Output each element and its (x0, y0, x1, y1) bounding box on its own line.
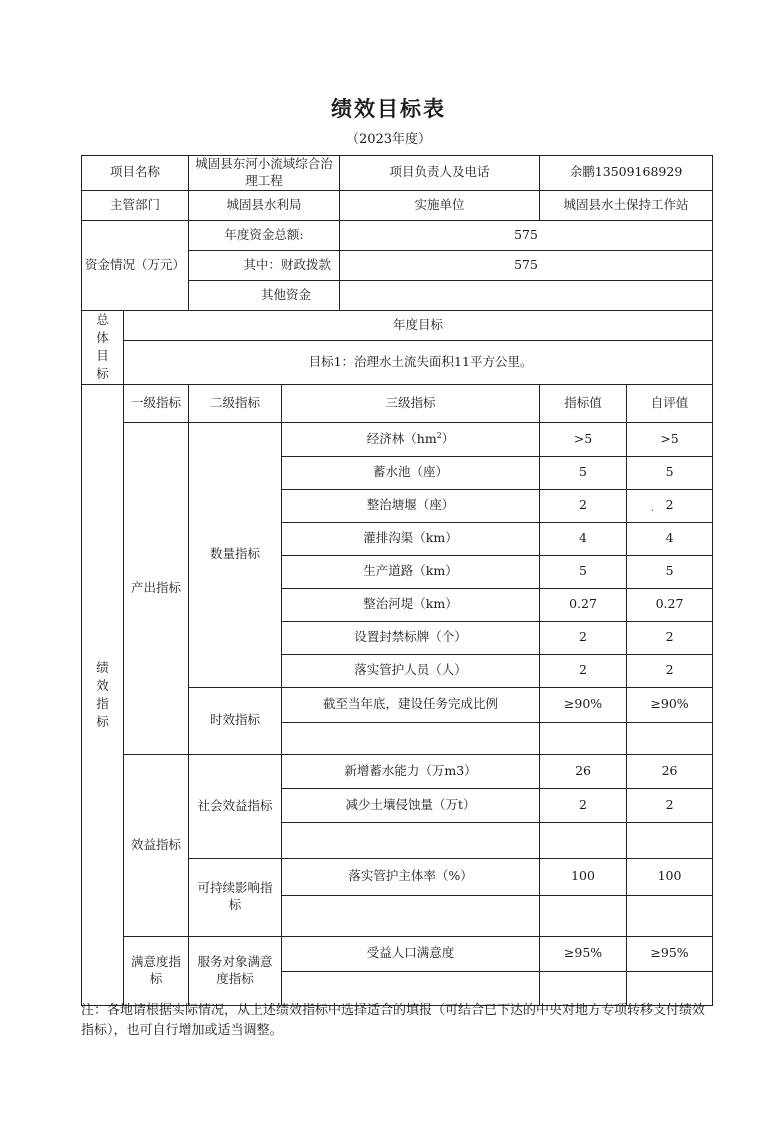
indicator-name (282, 621, 540, 654)
header-target-value: 指标值 (540, 384, 627, 422)
label-overall-goal: 总体目标 (82, 310, 124, 384)
indicator-name (282, 936, 540, 971)
value-dept: 城固县水利局 (189, 190, 340, 220)
indicator-name (282, 895, 540, 936)
table-row (82, 936, 713, 971)
header-level1: 一级指标 (124, 384, 189, 422)
row-dept (82, 190, 713, 220)
label-benefit-indicators: 效益指标 (124, 754, 189, 936)
header-level3: 三级指标 (282, 384, 540, 422)
indicator-name (282, 754, 540, 788)
row-overall-header (82, 310, 713, 340)
indicator-target-value: 100 (540, 858, 627, 895)
indicator-name (282, 456, 540, 489)
footnote: 注：各地请根据实际情况，从上述绩效指标中选择适合的填报（可结合已下达的中央对地方专项转移支付绩效指标），也可自行增加或适当调整。 (81, 1003, 706, 1039)
label-satisfaction-indicators: 满意度指标 (124, 936, 189, 1005)
label-dept: 主管部门 (82, 190, 189, 220)
indicator-name-text: 落实管护人员（人） (354, 662, 467, 678)
indicator-self-eval: 5 (627, 555, 713, 588)
value-funds-other (340, 280, 713, 310)
indicator-name-text: 截至当年底，建设任务完成比例 (323, 696, 499, 712)
label-time-indicators: 时效指标 (189, 687, 282, 754)
value-funds-total: 575 (340, 220, 713, 250)
indicator-target-value: ≥90% (540, 687, 627, 722)
indicator-name (282, 489, 540, 522)
indicator-name (282, 654, 540, 687)
label-funds-fiscal: 其中：财政拨款 (189, 250, 340, 280)
indicator-name-text: 灌排沟渠（km） (363, 530, 458, 546)
indicator-self-eval: ≥95% (627, 936, 713, 971)
indicator-self-eval: 100 (627, 858, 713, 895)
value-funds-fiscal: 575 (340, 250, 713, 280)
label-funds-other: 其他资金 (189, 280, 340, 310)
indicator-name (282, 822, 540, 858)
indicator-name (282, 788, 540, 822)
indicator-name (282, 522, 540, 555)
label-impl-unit: 实施单位 (340, 190, 540, 220)
indicator-name-text: 设置封禁标牌（个） (354, 629, 467, 645)
row-overall-goal (82, 340, 713, 384)
label-project-name: 项目名称 (82, 156, 189, 191)
label-perf-indicators: 绩效指标 (82, 384, 124, 1005)
label-funds-total: 年度资金总额: (189, 220, 340, 250)
overall-goal-text: 目标1：治理水土流失面积11平方公里。 (124, 340, 713, 384)
header-level2: 二级指标 (189, 384, 282, 422)
indicator-target-value: 26 (540, 754, 627, 788)
indicator-name (282, 687, 540, 722)
indicator-self-eval: ≥90% (627, 687, 713, 722)
indicator-name-close: ） (441, 430, 455, 446)
indicator-name-text: 经济林（hm (366, 430, 437, 446)
header-self-eval: 自评值 (627, 384, 713, 422)
indicator-target-value: 2 (540, 489, 627, 522)
scan-mark: · (651, 506, 655, 517)
row-project-name (82, 156, 713, 191)
indicator-target-value: 5 (540, 555, 627, 588)
indicator-self-eval: 2 (627, 489, 713, 522)
indicator-name (282, 422, 540, 456)
label-funds: 资金情况（万元） (82, 220, 189, 310)
indicator-name-text: 新增蓄水能力（万m3） (344, 762, 477, 778)
indicator-name (282, 858, 540, 895)
indicator-name-text: 受益人口满意度 (366, 945, 455, 961)
indicator-self-eval: 26 (627, 754, 713, 788)
indicator-target-value: 2 (540, 621, 627, 654)
indicator-target-value (540, 822, 627, 858)
indicator-name (282, 588, 540, 621)
label-output-indicators: 产出指标 (124, 422, 189, 754)
label-service-satisfaction: 服务对象满意度指标 (189, 936, 282, 1005)
indicator-name-text: 生产道路（km） (363, 563, 458, 579)
indicator-self-eval: 2 (627, 654, 713, 687)
indicator-target-value: ≥95% (540, 936, 627, 971)
indicator-name-text: 蓄水池（座） (373, 464, 449, 480)
label-sustain-indicators: 可持续影响指标 (189, 858, 282, 936)
indicator-target-value (540, 895, 627, 936)
indicator-self-eval (627, 822, 713, 858)
value-project-contact: 余鹏13509168929 (540, 156, 713, 191)
indicator-name-text: 落实管护主体率（%） (348, 868, 473, 884)
indicator-target-value: 4 (540, 522, 627, 555)
indicator-target-value: 5 (540, 456, 627, 489)
overall-goal-header: 年度目标 (124, 310, 713, 340)
indicator-self-eval: 2 (627, 788, 713, 822)
indicator-self-eval: 5 (627, 456, 713, 489)
row-funds-total (82, 220, 713, 250)
indicator-self-eval (627, 895, 713, 936)
indicator-self-eval: 4 (627, 522, 713, 555)
performance-table (81, 155, 713, 1006)
label-social-indicators: 社会效益指标 (189, 754, 282, 858)
indicator-target-value: >5 (540, 422, 627, 456)
row-perf-headers (82, 384, 713, 422)
indicator-self-eval: 0.27 (627, 588, 713, 621)
indicator-target-value: 2 (540, 654, 627, 687)
page-title: 绩效目标表 (331, 96, 446, 121)
indicator-target-value: 2 (540, 788, 627, 822)
indicator-name (282, 722, 540, 754)
table-row (82, 754, 713, 788)
indicator-target-value: 0.27 (540, 588, 627, 621)
value-project-name: 城固县东河小流域综合治理工程 (189, 156, 340, 191)
indicator-name-text: 减少土壤侵蚀量（万t） (345, 796, 476, 812)
value-impl-unit: 城固县水土保持工作站 (540, 190, 713, 220)
label-quantity-indicators: 数量指标 (189, 422, 282, 687)
label-project-contact: 项目负责人及电话 (340, 156, 540, 191)
indicator-self-eval: >5 (627, 422, 713, 456)
page-subtitle: （2023年度） (345, 132, 432, 147)
indicator-self-eval (627, 722, 713, 754)
indicator-target-value (540, 722, 627, 754)
indicator-name-text: 整治河堤（km） (363, 596, 458, 612)
indicator-name-text: 整治塘堰（座） (366, 497, 455, 513)
indicator-self-eval: 2 (627, 621, 713, 654)
indicator-name-sup: 2 (436, 430, 442, 440)
indicator-name (282, 555, 540, 588)
table-row (82, 422, 713, 456)
